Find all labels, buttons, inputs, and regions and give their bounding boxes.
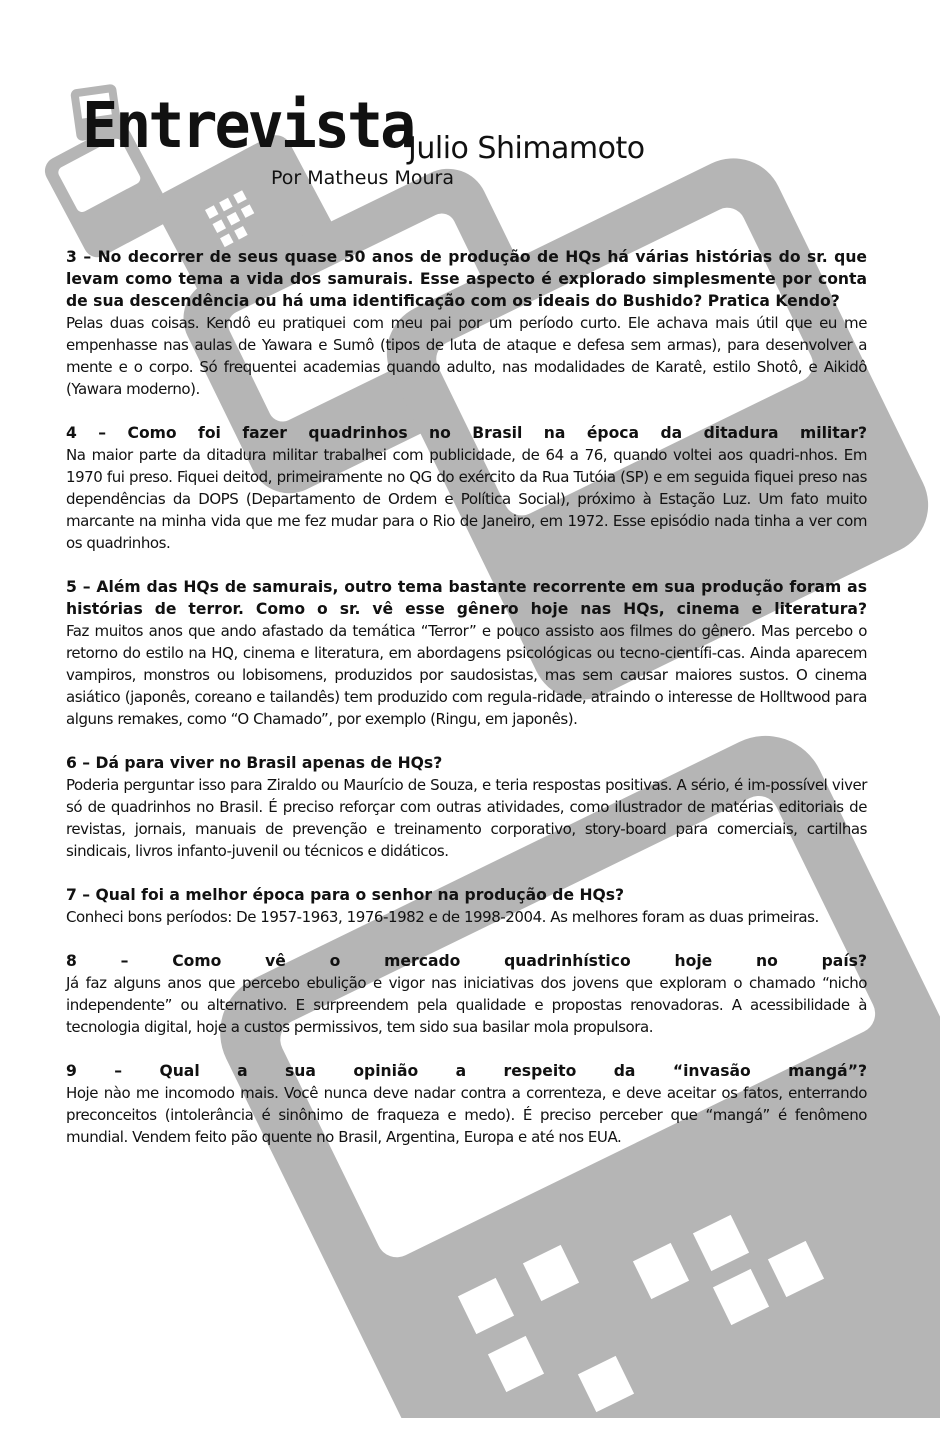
answer: Conheci bons períodos: De 1957-1963, 1976-1982 e de 1998-2004. As melhores foram as duas primeiras. bbox=[66, 908, 819, 926]
byline: Por Matheus Moura bbox=[271, 167, 454, 189]
question: 9 – Qual a sua opinião a respeito da “invasão mangá”? bbox=[66, 1062, 867, 1080]
qa-item bbox=[66, 246, 867, 400]
qa-item bbox=[66, 422, 867, 554]
question: 6 – Dá para viver no Brasil apenas de HQs? bbox=[66, 754, 443, 772]
answer: Na maior parte da ditadura militar trabalhei com publicidade, de 64 a 76, quando voltei aos quadri-nhos. Em 1970 fui preso. Fiquei deitod, primeiramente no QG do exército da Rua Tutóia (SP) e em seguida fiquei preso nas dependências da DOPS (Departamento de Ordem e Política Social), próximo à Estação Luz. Um fato muito marcante na minha vida que me fez mudar para o Rio de Janeiro, em 1972. Esse episódio nada tinha a ver com os quadrinhos. bbox=[66, 446, 867, 552]
qa-item bbox=[66, 1060, 867, 1148]
qa-item bbox=[66, 950, 867, 1038]
section-title-text: Entrevista bbox=[82, 89, 414, 163]
answer: Faz muitos anos que ando afastado da temática “Terror” e pouco assisto aos filmes do gênero. Mas percebo o retorno do estilo na HQ, cinema e literatura, em abordagens psicológicas ou tecno-científi-cas. Ainda aparecem vampiros, monstros ou lobisomens, produzidos por saudosistas, mas sem causar maiores sustos. O cinema asiático (japonês, coreano e tailandês) tem produzido com regula-ridade, atraindo o interesse de Holltwood para alguns remakes, como “O Chamado”, por exemplo (Ringu, em japonês). bbox=[66, 622, 867, 728]
answer: Pelas duas coisas. Kendô eu pratiquei com meu pai por um período curto. Ele achava mais útil que eu me empenhasse nas aulas de Yawara e Sumô (tipos de luta de ataque e defesa sem armas), para desenvolver a mente e o corpo. Só frequentei academias quando adulto, nas modalidades de Karatê, estilo Shotô, e Aikidô (Yawara moderno). bbox=[66, 314, 867, 398]
question: 8 – Como vê o mercado quadrinhístico hoje no país? bbox=[66, 952, 867, 970]
qa-item bbox=[66, 752, 867, 862]
interviewee-name: Julio Shimamoto bbox=[408, 131, 645, 166]
answer: Hoje nào me incomodo mais. Você nunca deve nadar contra a correnteza, e deve aceitar os fatos, enterrando preconceitos (intolerância é sinônimo de fraqueza e medo). É preciso perceber que “mangá” é fenômeno mundial. Vendem feito pão quente no Brasil, Argentina, Europa e até nos EUA. bbox=[66, 1084, 867, 1146]
interview-body bbox=[66, 246, 867, 1170]
qa-item bbox=[66, 576, 867, 730]
answer: Já faz alguns anos que percebo ebulição e vigor nas iniciativas dos jovens que exploram o chamado “nicho independente” ou alternativo. E surpreendem pela qualidade e propostas renovadoras. A acessibilidade à tecnologia digital, hoje a custos permissivos, tem sido sua basilar mola propulsora. bbox=[66, 974, 867, 1036]
question: 3 – No decorrer de seus quase 50 anos de produção de HQs há várias histórias do sr. que levam como tema a vida dos samurais. Esse aspecto é explorado simplesmente por conta de sua descendência ou há uma identificação com os ideais do Bushido? Pratica Kendo? bbox=[66, 248, 867, 310]
question: 7 – Qual foi a melhor época para o senhor na produção de HQs? bbox=[66, 886, 625, 904]
answer: Poderia perguntar isso para Ziraldo ou Maurício de Souza, e teria respostas positivas. A sério, é im-possível viver só de quadrinhos no Brasil. É preciso reforçar com outras atividades, como ilustrador de matérias editoriais de revistas, jornais, manuais de prevenção e treinamento corporativo, story-board para comerciais, cartilhas sindicais, livros infanto-juvenil ou técnicos e didáticos. bbox=[66, 776, 867, 860]
question: 5 – Além das HQs de samurais, outro tema bastante recorrente em sua produção foram as histórias de terror. Como o sr. vê esse gênero hoje nas HQs, cinema e literatura? bbox=[66, 578, 867, 618]
section-title bbox=[82, 89, 414, 163]
qa-item bbox=[66, 884, 867, 928]
question: 4 – Como foi fazer quadrinhos no Brasil na época da ditadura militar? bbox=[66, 424, 867, 442]
